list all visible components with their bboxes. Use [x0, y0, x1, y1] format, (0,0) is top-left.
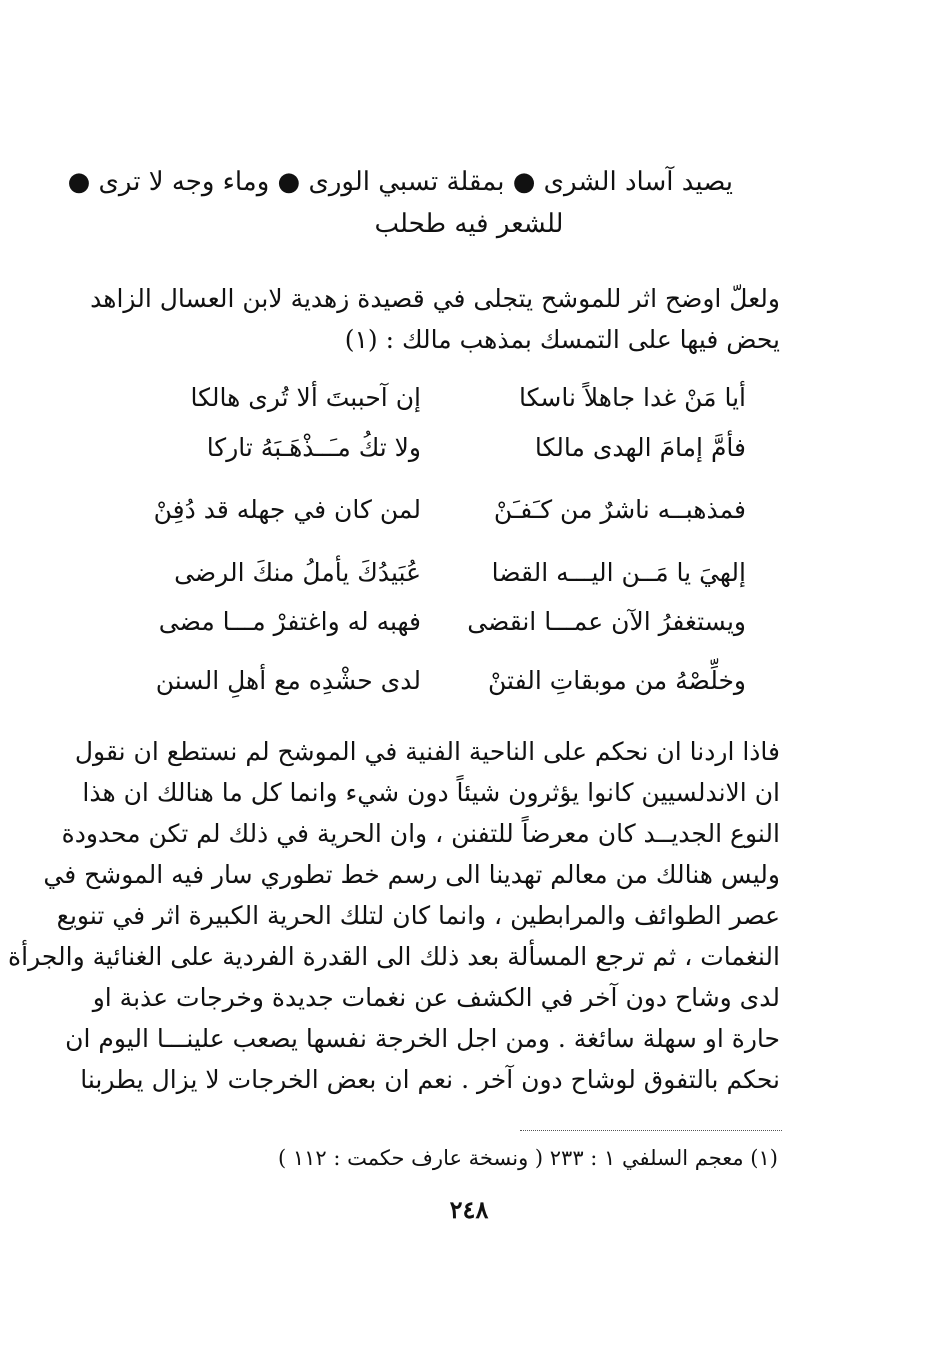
paragraph-1-line-2: يحض فيها على التمسك بمذهب مالك : (١): [344, 325, 780, 354]
verse-row: [150, 553, 746, 593]
paragraph-1-line-1: ولعلّ اوضح اثر للموشح يتجلى في قصيدة زهدية لابن العسال الزاهد: [90, 284, 780, 313]
verse-hemistich-first: إلهيَ يا مَــن اليـــه القضا: [491, 558, 746, 587]
page-number: ٢٤٨: [449, 1195, 489, 1224]
verse-hemistich-second: لدى حشْدِه مع أهلِ السنن: [155, 666, 421, 695]
paragraph-2-line-6: النغمات ، ثم ترجع المسألة بعد ذلك الى القدرة الفردية على الغنائية والجرأة: [8, 942, 780, 971]
intro-line-2: للشعر فيه طحلب: [374, 209, 564, 239]
paragraph-2-line-4: وليس هنالك من معالم تهدينا الى رسم خط تطوري سار فيه الموشح في: [43, 860, 780, 889]
verse-hemistich-first: ويستغفرُ الآن عمـــا انقضى: [467, 607, 746, 636]
verse-hemistich-second: ولا تكُ مـَــذْهَـبَهُ تاركا: [206, 433, 421, 462]
paragraph-2-line-9: نحكم بالتفوق لوشاح دون آخر . نعم ان بعض الخرجات لا يزال يطربنا: [80, 1065, 780, 1094]
footnote: (١) معجم السلفي ١ : ٢٣٣ ( ونسخة عارف حكمت : ١١٢ ): [278, 1146, 778, 1170]
paragraph-2-line-3: النوع الجديــد كان معرضاً للتفنن ، وان الحرية في ذلك لم تكن محدودة: [61, 819, 780, 848]
verse-hemistich-second: فهبه له واغتفرْ مـــا مضى: [158, 607, 421, 636]
paragraph-2-line-1: فاذا اردنا ان نحكم على الناحية الفنية في الموشح لم نستطع ان نقول: [74, 737, 780, 766]
verse-hemistich-first: أيا مَنْ غدا جاهلاً ناسكا: [519, 383, 746, 412]
verse-hemistich-first: فأمَّ إمامَ الهدى مالكا: [534, 433, 746, 462]
intro-line-1: يصيد آساد الشرى ● بمقلة تسبي الورى ● وماء وجه لا ترى ●: [67, 167, 733, 197]
verse-row: [150, 490, 746, 530]
verse-hemistich-second: لمن كان في جهله قد دُفِنْ: [153, 495, 421, 524]
verse-row: [150, 661, 746, 701]
verse-hemistich-first: وخلِّصْهُ من موبقاتِ الفتنْ: [488, 666, 746, 695]
verse-hemistich-second: عُبَيدُكَ يأملُ منكَ الرضى: [174, 558, 421, 587]
verse-hemistich-first: فمذهبــه ناشرٌ من كـَفـَنْ: [493, 495, 746, 524]
paragraph-2-line-2: ان الاندلسيين كانوا يؤثرون شيئاً دون شيء وانما كل ما هنالك ان هذا: [82, 778, 780, 807]
footnote-divider: [520, 1130, 782, 1131]
paragraph-2-line-5: عصر الطوائف والمرابطين ، وانما كان لتلك الحرية الكبيرة اثر في تنويع: [56, 901, 780, 930]
verse-row: [150, 602, 746, 642]
paragraph-2-line-7: لدى وشاح دون آخر في الكشف عن نغمات جديدة وخرجات عذبة او: [92, 983, 780, 1012]
verse-row: [150, 428, 746, 468]
paragraph-2-line-8: حارة او سهلة سائغة . ومن اجل الخرجة نفسها يصعب علينـــا اليوم ان: [65, 1024, 780, 1053]
verse-row: [150, 378, 746, 418]
verse-hemistich-second: إن آحببتَ ألا تُرى هالكا: [190, 383, 421, 412]
